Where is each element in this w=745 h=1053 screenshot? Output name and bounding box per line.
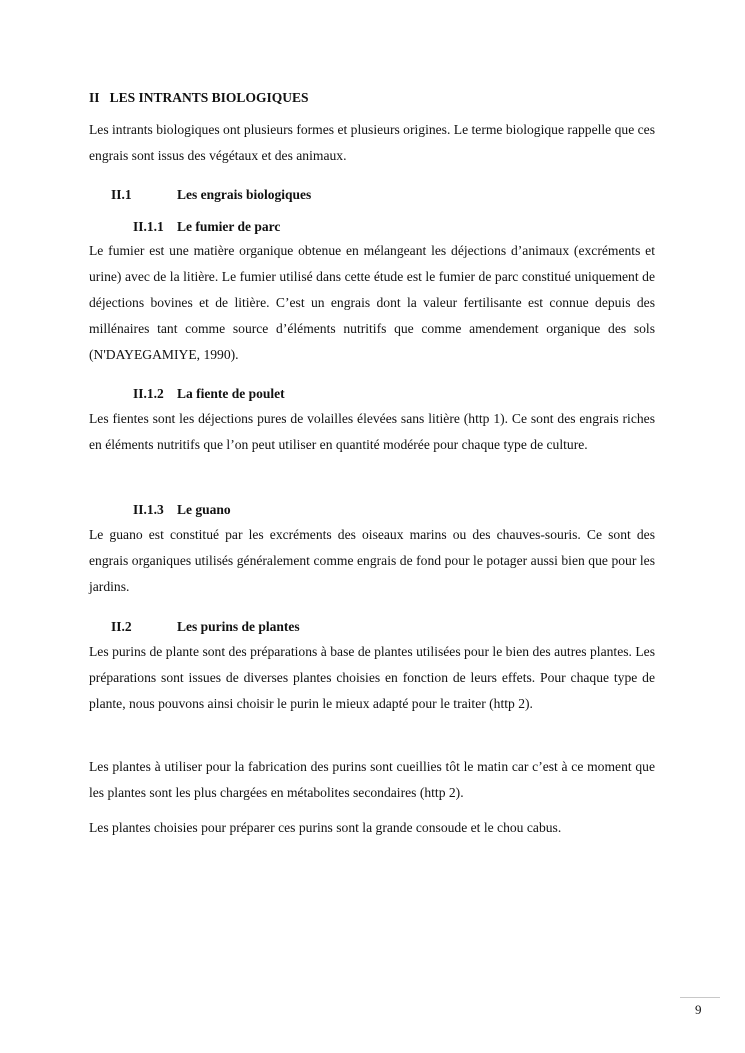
heading-ii13: [133, 502, 231, 518]
section-number: II: [89, 90, 100, 105]
heading-ii12: [133, 386, 285, 402]
paragraph-fumier: Le fumier est une matière organique obtenue en mélangeant les déjections d’animaux (excréments et urine) avec de la litière. Le fumier utilisé dans cette étude est le fumier de parc constitué uniquement de déjections bovines et de litière. C’est un engrais dont la valeur fertilisante est connue depuis des millénaires tant comme source d’éléments nutritifs que comme amendement organique des sols (N'DAYEGAMIYE, 1990).: [89, 243, 655, 362]
heading-ii11: [133, 219, 280, 235]
heading-title: Le fumier de parc: [177, 219, 281, 234]
heading-number: II.1.3: [133, 502, 164, 517]
heading-title: La fiente de poulet: [177, 386, 285, 401]
subsection-heading-ii2: [111, 619, 300, 635]
section-heading: [89, 90, 308, 106]
heading-number: II.1.2: [133, 386, 164, 401]
paragraph-fiente: Les fientes sont les déjections pures de volailles élevées sans litière (http 1). Ce sont des engrais riches en éléments nutritifs que l’on peut utiliser en quantité modérée pour chaque type de culture.: [89, 411, 655, 452]
paragraph-purins-1: Les purins de plante sont des préparations à base de plantes utilisées pour le bien des autres plantes. Les préparations sont issues de diverses plantes choisies en fonction de leurs effets. Pour chaque type de plante, nous pouvons ainsi choisir le purin le mieux adapté pour le traiter (http 2).: [89, 644, 655, 711]
paragraph-purins-2: Les plantes à utiliser pour la fabrication des purins sont cueillies tôt le matin car c’est à ce moment que les plantes sont les plus chargées en métabolites secondaires (http 2).: [89, 759, 655, 800]
page-number: 9: [695, 1002, 702, 1017]
subsection-title: Les engrais biologiques: [177, 187, 312, 202]
subsection-heading-ii1: [111, 187, 311, 203]
section-title: LES INTRANTS BIOLOGIQUES: [109, 90, 309, 105]
heading-number: II.1.1: [133, 219, 164, 234]
paragraph-guano: Le guano est constitué par les excréments des oiseaux marins ou des chauves-souris. Ce sont des engrais organiques utilisés généralement comme engrais de fond pour le potager aussi bien que pour les jardins.: [89, 527, 655, 594]
heading-title: Le guano: [177, 502, 231, 517]
subsection-title: Les purins de plantes: [177, 619, 300, 634]
subsection-number: II.1: [111, 187, 132, 202]
page-number-box: [680, 997, 720, 1017]
paragraph-purins-3: Les plantes choisies pour préparer ces purins sont la grande consoude et le chou cabus.: [89, 820, 562, 835]
intro-paragraph: Les intrants biologiques ont plusieurs formes et plusieurs origines. Le terme biologique rappelle que ces engrais sont issus des végétaux et des animaux.: [89, 122, 655, 163]
subsection-number: II.2: [111, 619, 132, 634]
